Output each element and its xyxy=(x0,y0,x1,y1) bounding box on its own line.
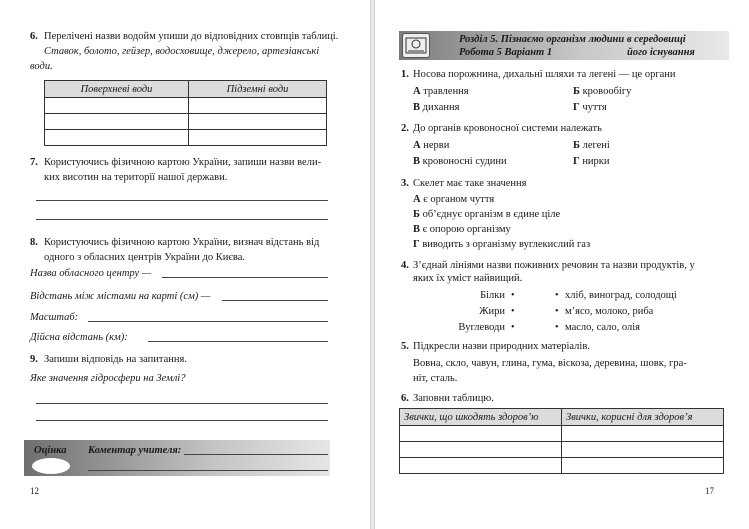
habits-header-harmful: Звички, що шкодять здоров’ю xyxy=(400,409,562,426)
q6-text: Перелічені назви водойм упиши до відповідних стовпців таблиці. xyxy=(44,31,339,42)
page-number-right: 17 xyxy=(705,486,714,496)
q8-field-real-distance-line[interactable] xyxy=(148,341,328,342)
q1-option-a[interactable]: А травлення xyxy=(413,86,469,97)
q4-left-dot[interactable]: • xyxy=(511,306,515,317)
q4-left-item-carbs[interactable]: Вуглеводи xyxy=(458,322,505,333)
q6-number: 6. xyxy=(30,31,38,42)
q1-option-v[interactable]: В дихання xyxy=(413,102,460,113)
q3-option-g[interactable]: Г виводить з організму вуглекислий газ xyxy=(413,239,591,250)
q4-right-dot[interactable]: • xyxy=(555,322,559,333)
q4-right-item[interactable]: масло, сало, олія xyxy=(565,322,641,333)
q1-option-g[interactable]: Г чуття xyxy=(573,102,607,113)
q5-number: 5. xyxy=(401,341,409,352)
grade-label: Оцінка xyxy=(34,445,67,456)
table-cell[interactable] xyxy=(189,130,327,146)
table-cell[interactable] xyxy=(189,98,327,114)
q8-field-map-distance-label: Відстань між містами на карті (см) — xyxy=(30,291,211,302)
q4-left-item-proteins[interactable]: Білки xyxy=(480,290,505,301)
q7-text-line1: Користуючись фізичною картою України, запиши назви вели- xyxy=(44,157,322,168)
q1-option-b[interactable]: Б кровообігу xyxy=(573,86,632,97)
q3-option-b[interactable]: Б об’єднує організм в єдине ціле xyxy=(413,209,561,220)
q2-option-g[interactable]: Г нирки xyxy=(573,156,610,167)
table-cell[interactable] xyxy=(45,130,189,146)
table-cell[interactable] xyxy=(562,426,724,442)
q4-right-dot[interactable]: • xyxy=(555,290,559,301)
q9-question: Яке значення гідросфери на Землі? xyxy=(30,373,186,384)
section-logo-icon xyxy=(402,33,430,58)
table-cell[interactable] xyxy=(45,98,189,114)
q9-text: Запиши відповідь на запитання. xyxy=(44,354,187,365)
q4-left-dot[interactable]: • xyxy=(511,290,515,301)
q4-right-item[interactable]: м’ясо, молоко, риба xyxy=(565,306,654,317)
habits-table xyxy=(399,408,724,474)
q2-text: До органів кровоносної системи належать xyxy=(413,123,602,134)
q8-field-center-label: Назва обласного центру — xyxy=(30,268,152,279)
table-cell[interactable] xyxy=(562,442,724,458)
table-cell[interactable] xyxy=(400,458,562,474)
table-row xyxy=(45,130,327,146)
section-header-subtitle: його існування xyxy=(627,47,695,58)
q7-text-line2: ких висотин на території нашої держави. xyxy=(44,172,228,183)
page-number-left: 12 xyxy=(30,486,39,496)
q4-text-line1: З’єднай лініями назви поживних речовин та назви продуктів, у xyxy=(413,260,695,271)
q9-answer-line[interactable] xyxy=(36,403,328,404)
table-cell[interactable] xyxy=(562,458,724,474)
q8-text-line1: Користуючись фізичною картою України, визнач відстань від xyxy=(44,237,320,248)
grade-oval[interactable] xyxy=(32,458,70,474)
q4-left-dot[interactable]: • xyxy=(511,322,515,333)
q7-number: 7. xyxy=(30,157,38,168)
comment-line[interactable] xyxy=(184,454,328,455)
table-row xyxy=(45,114,327,130)
q2-option-b[interactable]: Б легені xyxy=(573,140,610,151)
q4-number: 4. xyxy=(401,260,409,271)
table-cell[interactable] xyxy=(400,426,562,442)
q4-text-line2: яких їх уміст найвищий. xyxy=(413,273,523,284)
q4-left-item-fats[interactable]: Жири xyxy=(479,306,505,317)
q4-right-dot[interactable]: • xyxy=(555,306,559,317)
q2-option-a[interactable]: А нерви xyxy=(413,140,450,151)
table-cell[interactable] xyxy=(45,114,189,130)
table-row xyxy=(45,98,327,114)
q3-option-a[interactable]: А є органом чуття xyxy=(413,194,495,205)
q6-table xyxy=(44,80,327,146)
q8-text-line2: одного з обласних центрів України до Києва. xyxy=(44,252,245,263)
q8-number: 8. xyxy=(30,237,38,248)
q8-field-scale-line[interactable] xyxy=(88,321,328,322)
table-cell[interactable] xyxy=(400,442,562,458)
q6-words-line1: Ставок, болото, гейзер, водосховище, джерело, артезіанські xyxy=(44,46,320,57)
q1-number: 1. xyxy=(401,69,409,80)
q5-list-line1[interactable]: Вовна, скло, чавун, глина, гума, віскоза, деревина, шовк, гра- xyxy=(413,358,687,369)
table-cell[interactable] xyxy=(189,114,327,130)
q6-header-surface: Поверхневі води xyxy=(45,81,189,98)
comment-label: Коментар учителя: xyxy=(88,445,182,456)
q6-number-right: 6. xyxy=(401,393,409,404)
q8-field-center-line[interactable] xyxy=(162,277,328,278)
q8-field-map-distance-line[interactable] xyxy=(222,300,328,301)
section-header-work: Робота 5 Варіант 1 xyxy=(459,47,553,58)
q4-right-item[interactable]: хліб, виноград, солодощі xyxy=(565,290,677,301)
q2-option-v[interactable]: В кровоносні судини xyxy=(413,156,507,167)
q6-text-right: Заповни таблицю. xyxy=(413,393,494,404)
habits-header-healthy: Звички, корисні для здоров’я xyxy=(562,409,724,426)
q7-answer-line[interactable] xyxy=(36,200,328,201)
q3-text: Скелет має таке значення xyxy=(413,178,527,189)
q8-field-real-distance-label: Дійсна відстань (км): xyxy=(30,332,128,343)
section-header-title: Розділ 5. Пізнаємо організм людини в середовищі xyxy=(459,34,686,45)
q9-answer-line[interactable] xyxy=(36,420,328,421)
q6-words-line2: води. xyxy=(30,61,53,72)
q3-option-v[interactable]: В є опорою організму xyxy=(413,224,511,235)
table-row xyxy=(400,442,724,458)
q7-answer-line[interactable] xyxy=(36,219,328,220)
q8-field-scale-label: Масштаб: xyxy=(30,312,79,323)
q3-number: 3. xyxy=(401,178,409,189)
q5-list-line2[interactable]: ніт, сталь. xyxy=(413,373,458,384)
q5-text: Підкресли назви природних матеріалів. xyxy=(413,341,590,352)
q2-number: 2. xyxy=(401,123,409,134)
q9-number: 9. xyxy=(30,354,38,365)
table-row xyxy=(400,426,724,442)
comment-line[interactable] xyxy=(88,470,328,471)
q6-header-underground: Підземні води xyxy=(189,81,327,98)
left-page xyxy=(0,0,370,529)
right-page xyxy=(375,0,749,529)
q1-text: Носова порожнина, дихальні шляхи та легені — це органи xyxy=(413,69,676,80)
table-row xyxy=(400,458,724,474)
